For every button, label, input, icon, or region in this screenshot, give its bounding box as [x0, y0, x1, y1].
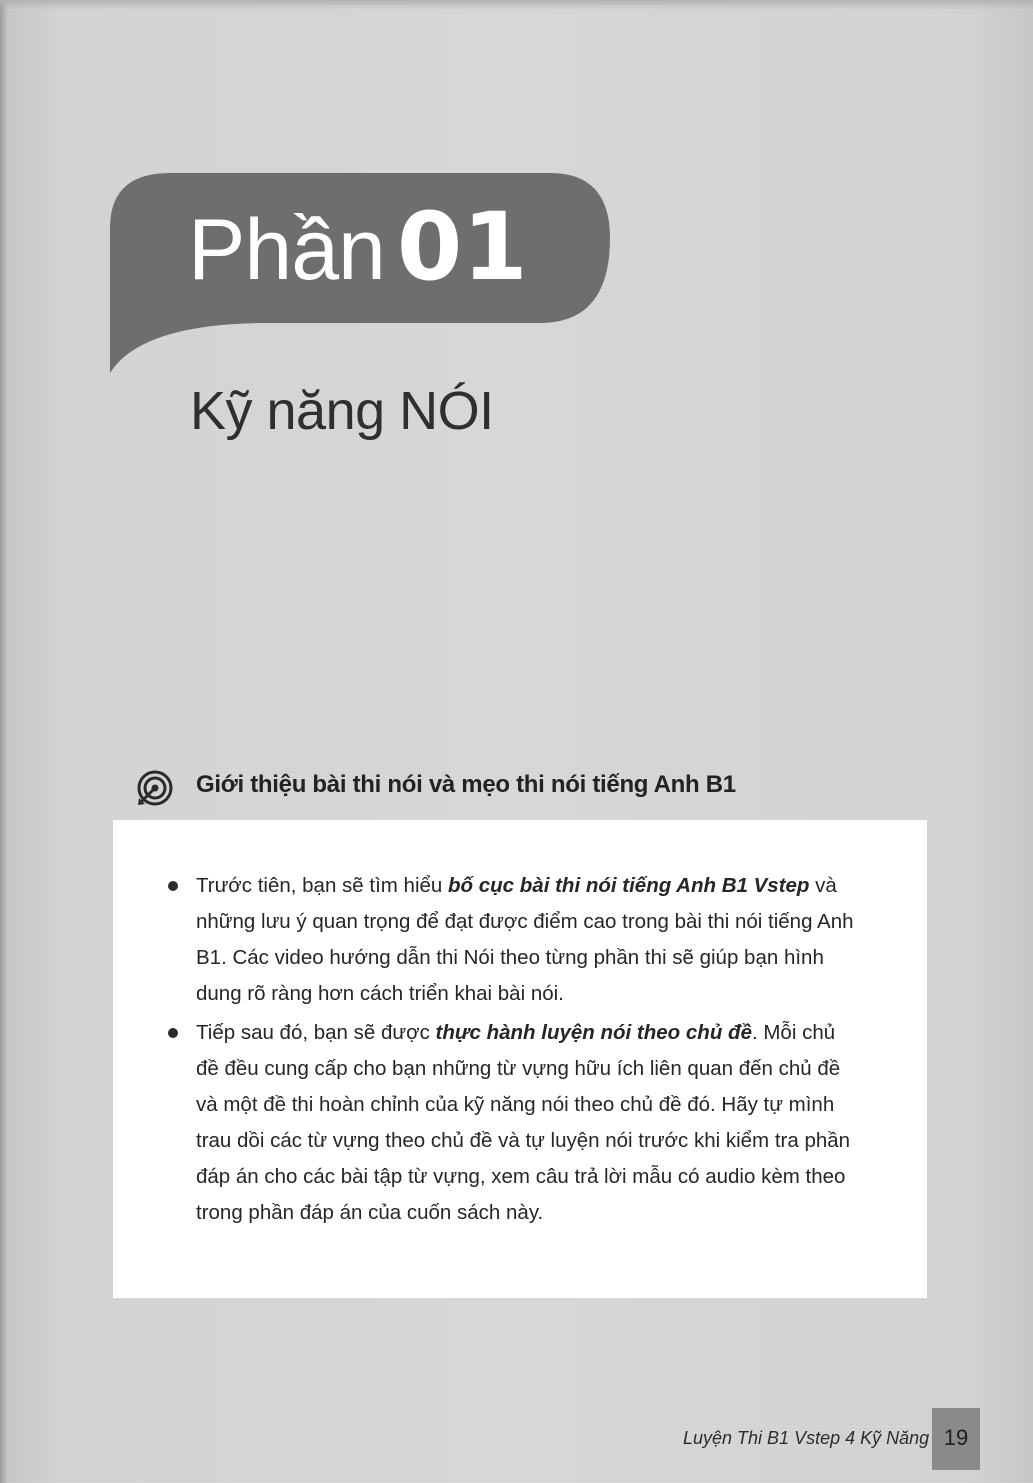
- part-banner: [110, 173, 610, 323]
- footer-book-title: Luyện Thi B1 Vstep 4 Kỹ Năng: [683, 1428, 930, 1448]
- bullet-list: [168, 868, 858, 1234]
- bullet-dot-icon: [168, 1028, 178, 1038]
- bullet-text-before: Tiếp sau đó, bạn sẽ được: [196, 1021, 436, 1044]
- info-box: [113, 820, 927, 1298]
- bullet-emphasis: bố cục bài thi nói tiếng Anh B1 Vstep: [448, 874, 810, 897]
- page-number-tab: [932, 1408, 980, 1470]
- bullet-text-after: . Mỗi chủ đề đều cung cấp cho bạn những từ vựng hữu ích liên quan đến chủ đề và một đề thi hoàn chỉnh của kỹ năng nói theo chủ đề đó. Hãy tự mình trau dồi các từ vựng theo chủ đề và tự luyện nói trước khi kiểm tra phần đáp án cho các bài tập từ vựng, xem câu trả lời mẫu có audio kèm theo trong phần đáp án của cuốn sách này.: [196, 1021, 851, 1224]
- part-label: [188, 193, 528, 302]
- page-top-shadow: [0, 0, 1033, 10]
- bullet-emphasis: thực hành luyện nói theo chủ đề: [435, 1021, 752, 1044]
- part-word: Phần: [188, 202, 385, 298]
- bullet-dot-icon: [168, 881, 178, 891]
- part-number: 01: [396, 193, 528, 302]
- bullet-text-before: Trước tiên, bạn sẽ tìm hiểu: [196, 874, 449, 897]
- target-icon: [135, 768, 175, 808]
- page-binding-shadow: [0, 0, 8, 1483]
- bullet-item: [168, 1015, 858, 1231]
- bullet-text-after: và những lưu ý quan trọng để đạt được điểm cao trong bài thi nói tiếng Anh B1. Các video hướng dẫn thi Nói theo từng phần thi sẽ giúp bạn hình dung rõ ràng hơn cách triển khai bài nói.: [196, 874, 854, 1005]
- skill-title: Kỹ năng NÓI: [190, 381, 494, 441]
- section-heading: Giới thiệu bài thi nói và mẹo thi nói tiếng Anh B1: [196, 771, 736, 798]
- bullet-item: [168, 868, 858, 1012]
- page-number: 19: [943, 1425, 969, 1450]
